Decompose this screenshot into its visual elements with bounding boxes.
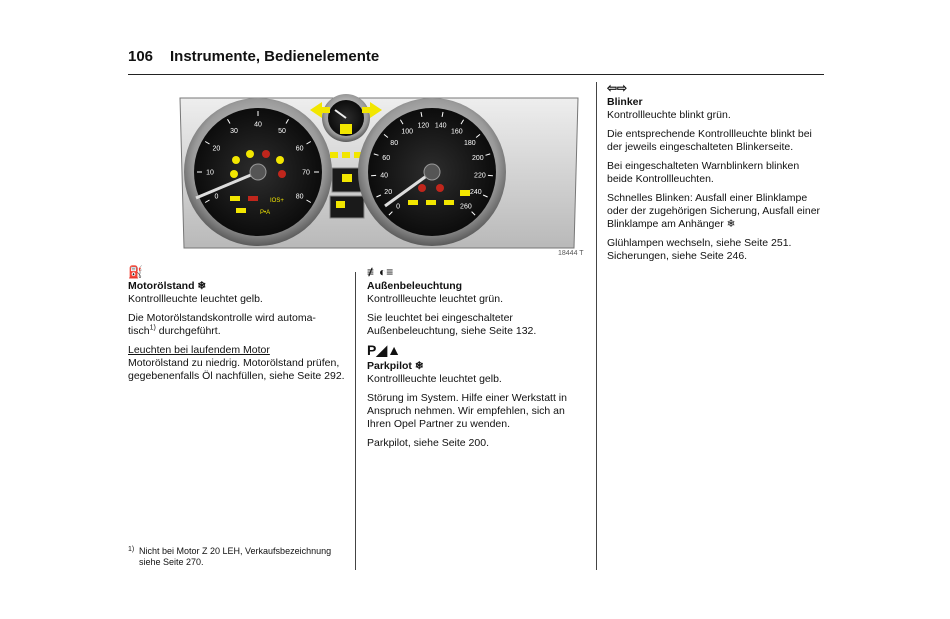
exterior-light-symbol: ≢◐≡ <box>367 265 394 279</box>
column-1 <box>128 266 346 389</box>
paragraph <box>128 344 346 357</box>
speedometer <box>358 98 506 246</box>
tachometer-tick-label: 10 <box>206 169 214 177</box>
speedometer-tick-label: 140 <box>434 122 447 130</box>
speedometer-tick-label: 220 <box>474 172 486 180</box>
page-header <box>128 46 824 75</box>
paragraph: Bei eingeschalteten Warnblinkern blinken beide Kontrollleuchten. <box>607 160 800 185</box>
section-title-parking-pilot: Parkpilot ❄ <box>367 360 424 372</box>
footnote-text: Nicht bei Motor Z 20 LEH, Verkaufsbezeichnung siehe Seite 270. <box>139 546 332 567</box>
snowflake-icon: ❄ <box>726 218 736 230</box>
paragraph: Kontrollleuchte leuchtet gelb. <box>128 293 263 305</box>
paragraph: Kontrollleuchte leuchtet grün. <box>367 293 504 305</box>
speedometer-tick-label: 120 <box>417 122 430 130</box>
snowflake-icon: ❄ <box>414 360 424 372</box>
speedometer-tick-label: 60 <box>382 155 391 163</box>
footnote-reference: 1) <box>149 324 156 332</box>
instrument-cluster-illustration <box>170 88 588 260</box>
tachometer <box>184 98 332 246</box>
tachometer-tick-label: 0 <box>214 193 219 201</box>
footnote-mark: 1) <box>128 546 135 553</box>
tachometer-tick-label: 60 <box>295 145 304 153</box>
tachometer-tick-label: 20 <box>212 145 221 153</box>
speedometer-tick-label: 80 <box>390 139 399 147</box>
speedometer-tick-label: 0 <box>396 203 401 211</box>
page-title: Instrumente, Bedienelemente <box>170 48 380 65</box>
lamp-pa-label: P•A <box>260 210 271 216</box>
tachometer-tick-label: 40 <box>254 121 262 129</box>
page-number: 106 <box>128 48 154 65</box>
section-title-oil-level: Motorölstand ❄ <box>128 280 207 292</box>
speedometer-tick-label: 160 <box>450 128 463 136</box>
speedometer-hub <box>424 164 440 180</box>
snowflake-icon: ❄ <box>197 280 207 292</box>
tachometer-hub <box>250 164 266 180</box>
paragraph: Parkpilot, siehe Seite 200. <box>367 437 489 449</box>
column-2 <box>367 266 587 456</box>
tachometer-tick-label: 30 <box>230 127 238 135</box>
figure-number: 18444 T <box>558 250 584 257</box>
tachometer-tick-label: 50 <box>278 127 286 135</box>
speedometer-tick-label: 180 <box>463 139 476 147</box>
section-title-exterior-lights: Außenbeleuchtung <box>367 280 463 292</box>
speedometer-tick-label: 20 <box>384 189 393 197</box>
column-divider-2 <box>596 82 597 570</box>
paragraph: Sie leuchtet bei eingeschalteter Außenbeleuchtung, siehe Seite 132. <box>367 312 537 337</box>
oil-level-symbol: ⛽ <box>128 265 143 279</box>
speedometer-tick-label: 240 <box>469 189 482 197</box>
fuel-lamp <box>340 124 352 134</box>
paragraph: Die entsprechende Kontrollleuchte blinkt bei der jeweils eingeschalteten Blinkerseite. <box>607 128 812 153</box>
footnote <box>128 546 343 568</box>
paragraph: Kontrollleuchte blinkt grün. <box>607 109 731 121</box>
speedometer-tick-label: 260 <box>460 203 472 211</box>
paragraph: Die Motorölstandskontrolle wird automa- tisch$^{1)}$ durchgeführt. <box>128 312 316 337</box>
speedometer-tick-label: 200 <box>471 155 484 163</box>
paragraph: Motorölstand zu niedrig. Motorölstand prüfen, gegebenenfalls Öl nachfüllen, siehe Seite 292. <box>128 357 345 382</box>
paragraph: Schnelles Blinken: Ausfall einer Blinklampe oder der zugehörigen Sicherung, Ausfall einer Blinklampe am Anhänger ❄ <box>607 192 821 230</box>
column-divider-1 <box>355 272 356 570</box>
speedometer-tick-label: 100 <box>401 128 414 136</box>
parking-pilot-symbol: P◢▲ <box>367 342 401 358</box>
column-3 <box>607 82 827 269</box>
paragraph: Kontrollleuchte leuchtet gelb. <box>367 373 502 385</box>
turn-signal-symbol: ⇦⇨ <box>607 81 628 95</box>
tachometer-tick-label: 80 <box>295 193 304 201</box>
lamp-ios-label: IOS+ <box>270 198 284 204</box>
tachometer-tick-label: 70 <box>302 169 310 177</box>
section-title-turn-signals: Blinker <box>607 96 643 108</box>
subheading-underlined: Leuchten bei laufendem Motor <box>128 344 270 356</box>
oil-level-lamp <box>230 196 240 201</box>
paragraph: Glühlampen wechseln, siehe Seite 251. Sicherungen, siehe Seite 246. <box>607 237 792 262</box>
speedometer-tick-label: 40 <box>380 172 388 180</box>
paragraph: Störung im System. Hilfe einer Werkstatt in Anspruch nehmen. Wir empfehlen, sich an Ihren Opel Partner zu wenden. <box>367 392 567 430</box>
